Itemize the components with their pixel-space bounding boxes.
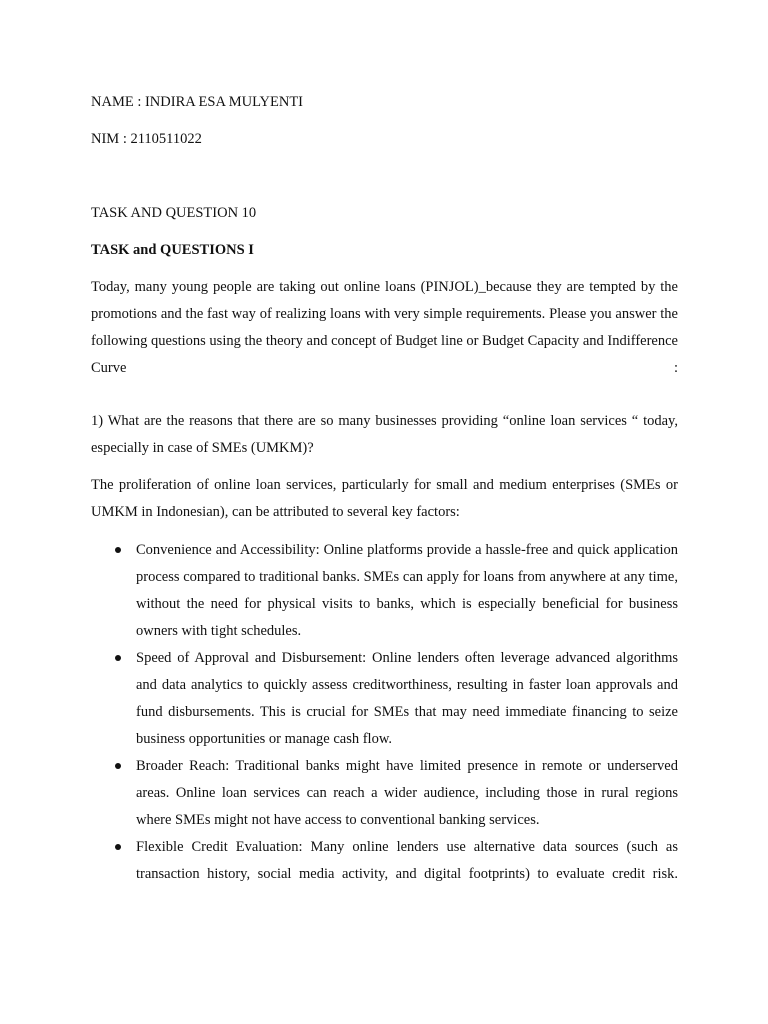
- student-name: NAME : INDIRA ESA MULYENTI: [91, 94, 304, 110]
- list-item: [91, 537, 678, 645]
- bullet-icon: [115, 655, 121, 661]
- list-item: [91, 645, 678, 753]
- answer-intro: The proliferation of online loan services, particularly for small and medium enterprises (SMEs or UMKM in Indonesian), can be attributed to several key factors:: [91, 477, 678, 520]
- bullet-icon: [115, 763, 121, 769]
- factor-list: [91, 537, 678, 888]
- list-item-text: Convenience and Accessibility: Online platforms provide a hassle-free and quick application process compared to traditional banks. SMEs can apply for loans from anywhere at any time, without the need for physical visits to banks, which is especially beneficial for business owners with tight schedules.: [136, 542, 678, 639]
- question-1: 1) What are the reasons that there are so many businesses providing “online loan services “ today, especially in case of SMEs (UMKM)?: [91, 413, 678, 456]
- section-heading: TASK and QUESTIONS I: [91, 242, 254, 258]
- list-item: [91, 834, 678, 888]
- list-item: [91, 753, 678, 834]
- bullet-icon: [115, 547, 121, 553]
- list-item-text: Speed of Approval and Disbursement: Online lenders often leverage advanced algorithms and data analytics to quickly assess creditworthiness, resulting in faster loan approvals and fund disbursements. This is crucial for SMEs that may need immediate financing to seize business opportunities or manage cash flow.: [136, 650, 678, 747]
- list-item-text: Broader Reach: Traditional banks might have limited presence in remote or underserved areas. Online loan services can reach a wider audience, including those in rural regions where SMEs might not have access to conventional banking services.: [136, 758, 678, 828]
- student-nim: NIM : 2110511022: [91, 131, 202, 147]
- task-heading: TASK AND QUESTION 10: [91, 205, 257, 221]
- intro-paragraph: Today, many young people are taking out online loans (PINJOL)_because they are tempted by the promotions and the fast way of realizing loans with very simple requirements. Please you answer the following questions using the theory and concept of Budget line or Budget Capacity and Indifference Curve :: [91, 279, 678, 376]
- bullet-icon: [115, 844, 121, 850]
- list-item-text: Flexible Credit Evaluation: Many online lenders use alternative data sources (such as transaction history, social media activity, and digital footprints) to evaluate credit risk.: [136, 839, 678, 882]
